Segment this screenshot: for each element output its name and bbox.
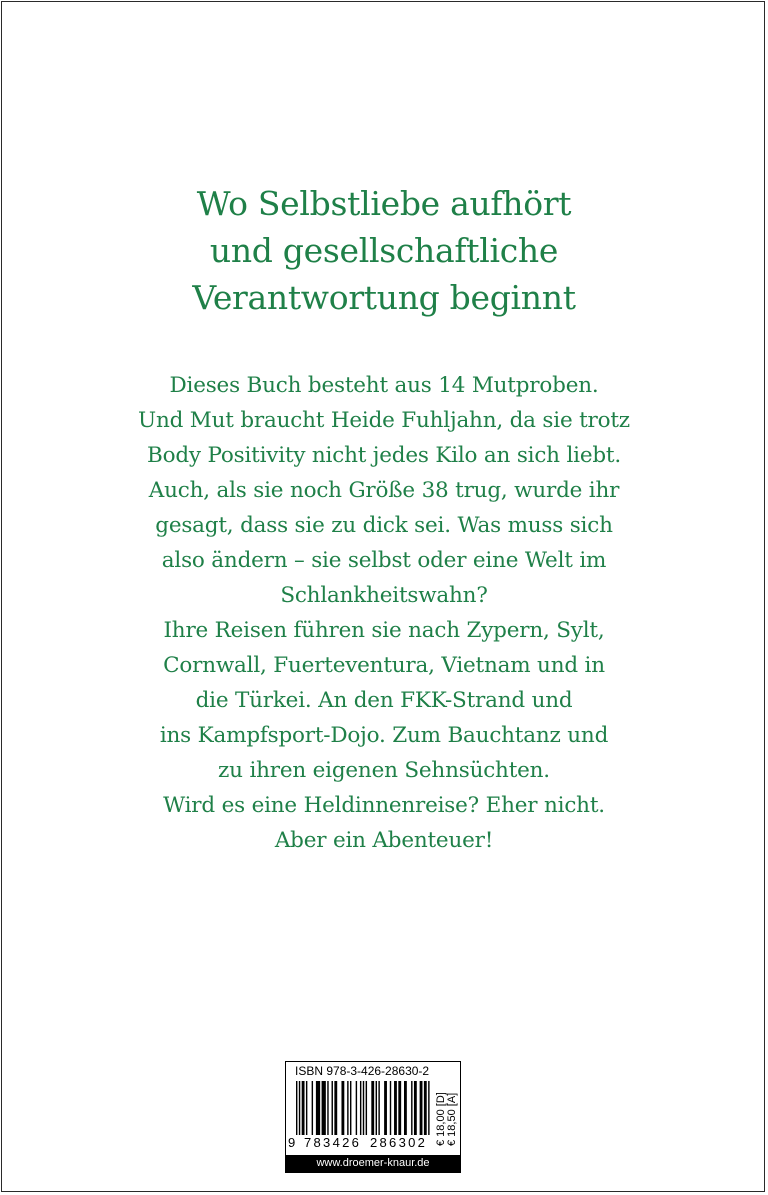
- barcode-left-group: 783426: [304, 1135, 362, 1150]
- blurb-line: Wird es eine Heldinnenreise? Eher nicht.: [163, 793, 605, 818]
- back-cover: [1, 1, 765, 1192]
- barcode-bar: [302, 1081, 305, 1135]
- barcode: [296, 1081, 431, 1135]
- barcode-bar: [390, 1081, 391, 1135]
- blurb-line: also ändern – sie selbst oder eine Welt im: [161, 548, 607, 573]
- headline-line: und gesellschaftliche: [209, 231, 559, 270]
- isbn-number: ISBN 978-3-426-28630-2: [295, 1064, 430, 1078]
- blurb-line: Dieses Buch besteht aus 14 Mutproben.: [169, 373, 599, 398]
- barcode-bar: [334, 1081, 337, 1135]
- headline-line: Wo Selbstliebe aufhört: [196, 184, 572, 223]
- publisher-url: www.droemer-knaur.de: [286, 1155, 460, 1172]
- blurb-line: ins Kampfsport-Dojo. Zum Bauchtanz und: [159, 723, 609, 748]
- barcode-bar: [363, 1081, 364, 1135]
- blurb-line: zu ihren eigenen Sehnsüchten.: [218, 758, 550, 783]
- price-austria: € 18,50 [A]: [446, 1092, 458, 1146]
- barcode-bar: [411, 1081, 412, 1135]
- barcode-bar: [376, 1081, 377, 1135]
- barcode-bar: [312, 1081, 313, 1135]
- barcode-bar: [356, 1081, 357, 1135]
- barcode-bar: [394, 1081, 397, 1135]
- blurb-text: [2, 368, 766, 858]
- barcode-bar: [398, 1081, 401, 1135]
- barcode-bar: [299, 1081, 300, 1135]
- barcode-bar: [384, 1081, 387, 1135]
- blurb-line: gesagt, dass sie zu dick sei. Was muss sich: [155, 513, 613, 538]
- headline: [2, 180, 766, 321]
- barcode-bar: [350, 1081, 351, 1135]
- barcode-bar: [378, 1081, 379, 1135]
- barcode-bar: [316, 1081, 320, 1135]
- barcode-bar: [347, 1081, 348, 1135]
- barcode-bar: [322, 1081, 326, 1135]
- barcode-bar: [414, 1081, 417, 1135]
- price-germany: € 18,00 [D]: [435, 1092, 447, 1146]
- barcode-bar: [296, 1081, 297, 1135]
- blurb-line: Cornwall, Fuerteventura, Vietnam und in: [163, 653, 605, 678]
- barcode-bar: [404, 1081, 407, 1135]
- barcode-right-group: 286302: [370, 1135, 428, 1150]
- headline-line: Verantwortung beginnt: [192, 278, 576, 317]
- barcode-bar: [424, 1081, 427, 1135]
- barcode-bar: [428, 1081, 429, 1135]
- blurb-line: Auch, als sie noch Größe 38 trug, wurde ihr: [148, 478, 620, 503]
- blurb-line: Body Positivity nicht jedes Kilo an sich liebt.: [147, 443, 621, 468]
- blurb-line: Aber ein Abenteuer!: [274, 828, 494, 853]
- blurb-line: Schlankheitswahn?: [280, 583, 488, 608]
- barcode-bar: [341, 1081, 344, 1135]
- barcode-bar: [371, 1081, 374, 1135]
- barcode-bar: [332, 1081, 333, 1135]
- barcode-bar: [366, 1081, 367, 1135]
- barcode-bar: [420, 1081, 423, 1135]
- isbn-barcode-box: [285, 1061, 461, 1173]
- blurb-line: Und Mut braucht Heide Fuhljahn, da sie trotz: [138, 408, 630, 433]
- blurb-line: Ihre Reisen führen sie nach Zypern, Sylt,: [163, 618, 605, 643]
- price-column: [436, 1080, 458, 1152]
- blurb-line: die Türkei. An den FKK-Strand und: [195, 688, 573, 713]
- barcode-bar: [360, 1081, 361, 1135]
- barcode-first-digit: 9: [288, 1135, 296, 1150]
- barcode-bar: [306, 1081, 307, 1135]
- barcode-bar: [327, 1081, 328, 1135]
